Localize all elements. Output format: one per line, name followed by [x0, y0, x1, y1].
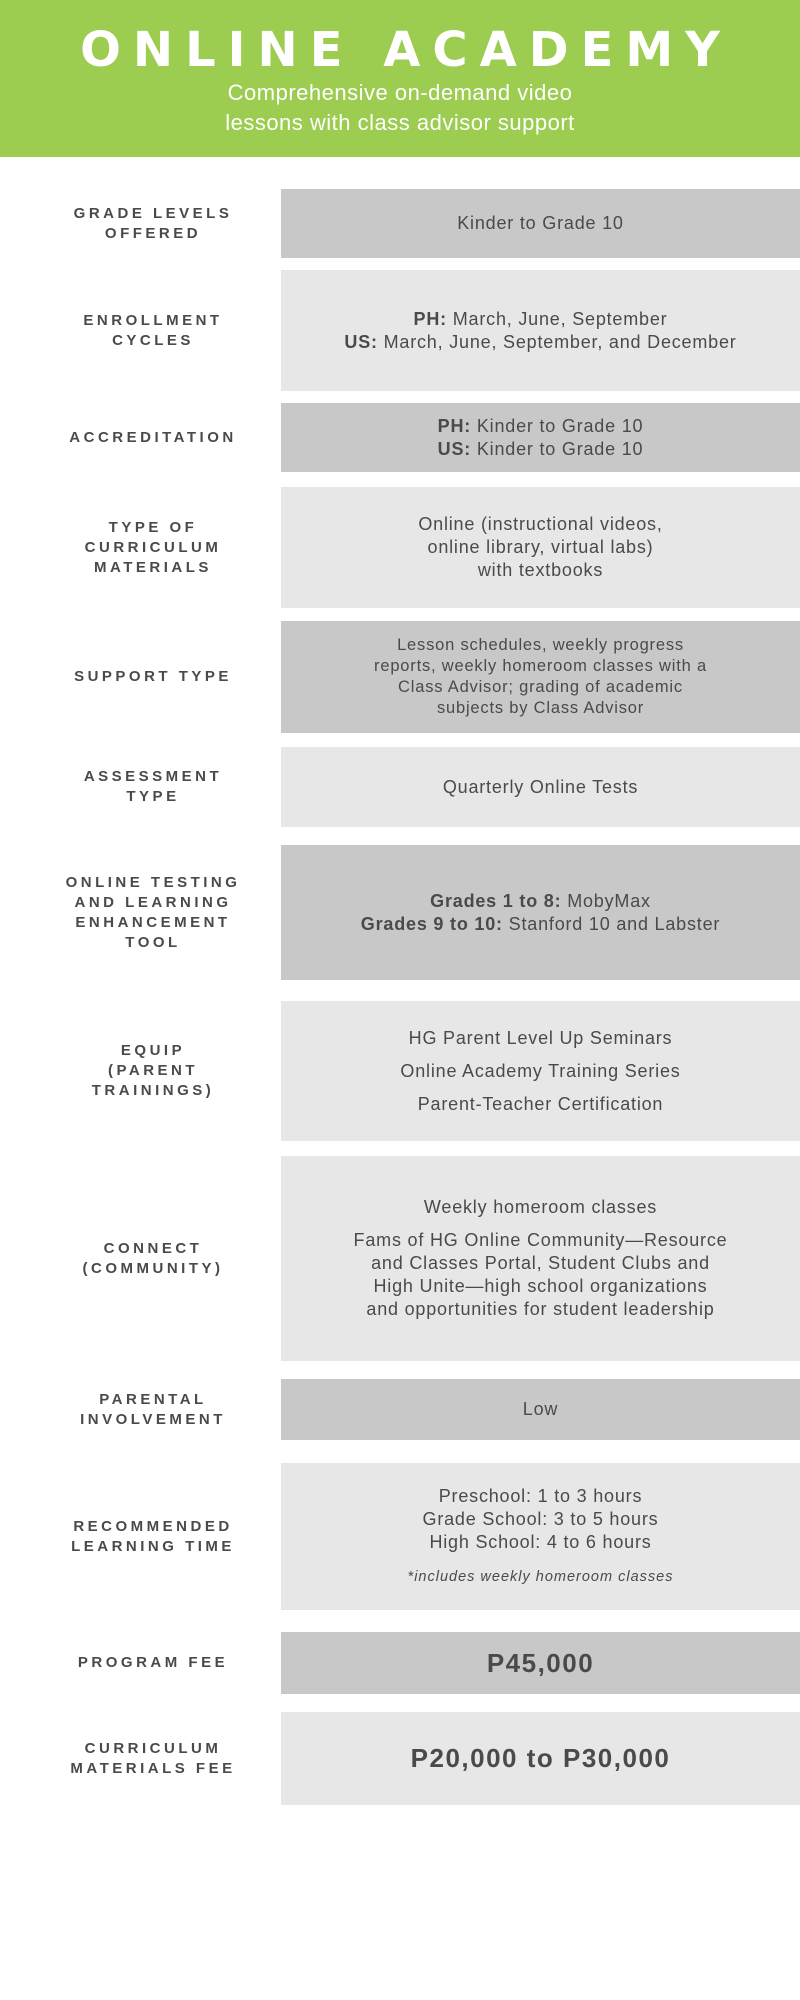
row-label	[40, 1712, 266, 1805]
row-label	[40, 747, 266, 827]
value-line: PH: March, June, September	[413, 308, 668, 329]
row-label	[40, 487, 266, 608]
row-learning-time	[0, 1463, 800, 1610]
row-value	[281, 1712, 800, 1805]
row-label	[40, 270, 266, 391]
value-line: US: March, June, September, and December	[344, 331, 737, 352]
label-line: ENROLLMENT	[83, 311, 223, 329]
row-value	[281, 1632, 800, 1694]
row-value	[281, 1001, 800, 1141]
value-line: Parent-Teacher Certification	[417, 1093, 664, 1114]
label-line: EQUIP	[120, 1042, 186, 1059]
label-line: TYPE	[126, 788, 180, 805]
row-label	[40, 845, 266, 980]
value-line: Online Academy Training Series	[400, 1060, 681, 1081]
label-line: ONLINE TESTING	[65, 873, 241, 891]
label-line: CURRICULUM	[84, 1739, 222, 1757]
row-value	[281, 1156, 800, 1361]
label-line: MATERIALS	[94, 558, 212, 576]
row-label	[40, 189, 266, 258]
row-value	[281, 189, 800, 258]
row-value	[281, 1463, 800, 1610]
page-subtitle	[0, 78, 800, 138]
label-line: TYPE OF	[108, 518, 198, 536]
value-line: with textbooks	[477, 560, 604, 580]
row-value	[281, 403, 800, 472]
row-connect	[0, 1156, 800, 1361]
row-value	[281, 747, 800, 827]
page-title: ONLINE ACADEMY	[80, 22, 732, 78]
row-value	[281, 621, 800, 733]
fee-value: P20,000 to P30,000	[410, 1743, 671, 1773]
value-line: Grades 1 to 8: MobyMax	[430, 890, 651, 911]
label-line: INVOLVEMENT	[80, 1410, 226, 1428]
label-line: OFFERED	[104, 224, 202, 242]
row-grade-levels	[0, 189, 800, 258]
value-line: and opportunities for student leadership	[366, 1299, 715, 1319]
value-line: HG Parent Level Up Seminars	[408, 1027, 673, 1048]
row-label	[40, 1379, 266, 1440]
label-line: RECOMMENDED	[73, 1517, 233, 1535]
value-line: Quarterly Online Tests	[442, 776, 639, 797]
value-line: Preschool: 1 to 3 hours	[438, 1485, 643, 1506]
label-line: SUPPORT TYPE	[74, 668, 232, 685]
row-label	[40, 1632, 266, 1694]
value-line: subjects by Class Advisor	[436, 699, 645, 717]
value-line: and Classes Portal, Student Clubs and	[371, 1253, 710, 1273]
value-line: US: Kinder to Grade 10	[437, 438, 644, 459]
footnote: *includes weekly homeroom classes	[407, 1568, 674, 1585]
label-line: GRADE LEVELS	[73, 204, 233, 222]
label-line: (COMMUNITY)	[82, 1259, 224, 1277]
value-line: Online (instructional videos,	[418, 514, 663, 534]
label-line: TOOL	[125, 933, 181, 951]
row-program-fee	[0, 1632, 800, 1694]
label-line: MATERIALS FEE	[70, 1759, 236, 1777]
row-label	[40, 1001, 266, 1141]
value-line: Grades 9 to 10: Stanford 10 and Labster	[360, 913, 721, 934]
value-line: Kinder to Grade 10	[457, 213, 624, 233]
value-line: Class Advisor; grading of academic	[398, 678, 683, 696]
row-value	[281, 270, 800, 391]
subtitle-line: Comprehensive on-demand video	[227, 80, 573, 105]
value-line: Weekly homeroom classes	[423, 1197, 658, 1217]
subtitle-line: lessons with class advisor support	[225, 110, 575, 135]
row-online-testing	[0, 845, 800, 980]
row-label	[40, 621, 266, 733]
label-line: LEARNING TIME	[71, 1537, 235, 1555]
label-line: CURRICULUM	[84, 538, 222, 556]
label-line: TRAININGS)	[91, 1082, 215, 1099]
value-line: PH: Kinder to Grade 10	[437, 415, 644, 436]
row-curriculum-materials	[0, 487, 800, 608]
row-label	[40, 1156, 266, 1361]
value-line: Fams of HG Online Community—Resource	[353, 1230, 728, 1250]
row-label	[40, 1463, 266, 1610]
label-line: CONNECT	[103, 1239, 203, 1257]
label-line: PARENTAL	[99, 1390, 207, 1408]
row-value	[281, 487, 800, 608]
label-line: (PARENT	[107, 1062, 199, 1079]
row-value	[281, 845, 800, 980]
value-line: High School: 4 to 6 hours	[429, 1531, 652, 1552]
page-header	[0, 0, 800, 157]
row-assessment-type	[0, 747, 800, 827]
value-line: High Unite—high school organizations	[373, 1276, 708, 1296]
label-line: PROGRAM FEE	[77, 1654, 229, 1671]
row-equip	[0, 1001, 800, 1141]
value-line: Low	[522, 1399, 559, 1419]
label-line: ENHANCEMENT	[75, 913, 231, 931]
label-line: ASSESSMENT	[83, 768, 223, 785]
value-line: Grade School: 3 to 5 hours	[422, 1508, 659, 1529]
row-accreditation	[0, 403, 800, 472]
label-line: ACCREDITATION	[69, 428, 237, 446]
row-value	[281, 1379, 800, 1440]
value-line: reports, weekly homeroom classes with a	[374, 657, 707, 675]
row-enrollment-cycles	[0, 270, 800, 391]
row-support-type	[0, 621, 800, 733]
row-label	[40, 403, 266, 472]
label-line: AND LEARNING	[74, 893, 232, 911]
value-line: Lesson schedules, weekly progress	[397, 636, 684, 654]
row-parental-involvement	[0, 1379, 800, 1440]
fee-value: P45,000	[486, 1647, 595, 1678]
value-line: online library, virtual labs)	[427, 537, 654, 557]
label-line: CYCLES	[112, 331, 194, 349]
row-materials-fee	[0, 1712, 800, 1805]
